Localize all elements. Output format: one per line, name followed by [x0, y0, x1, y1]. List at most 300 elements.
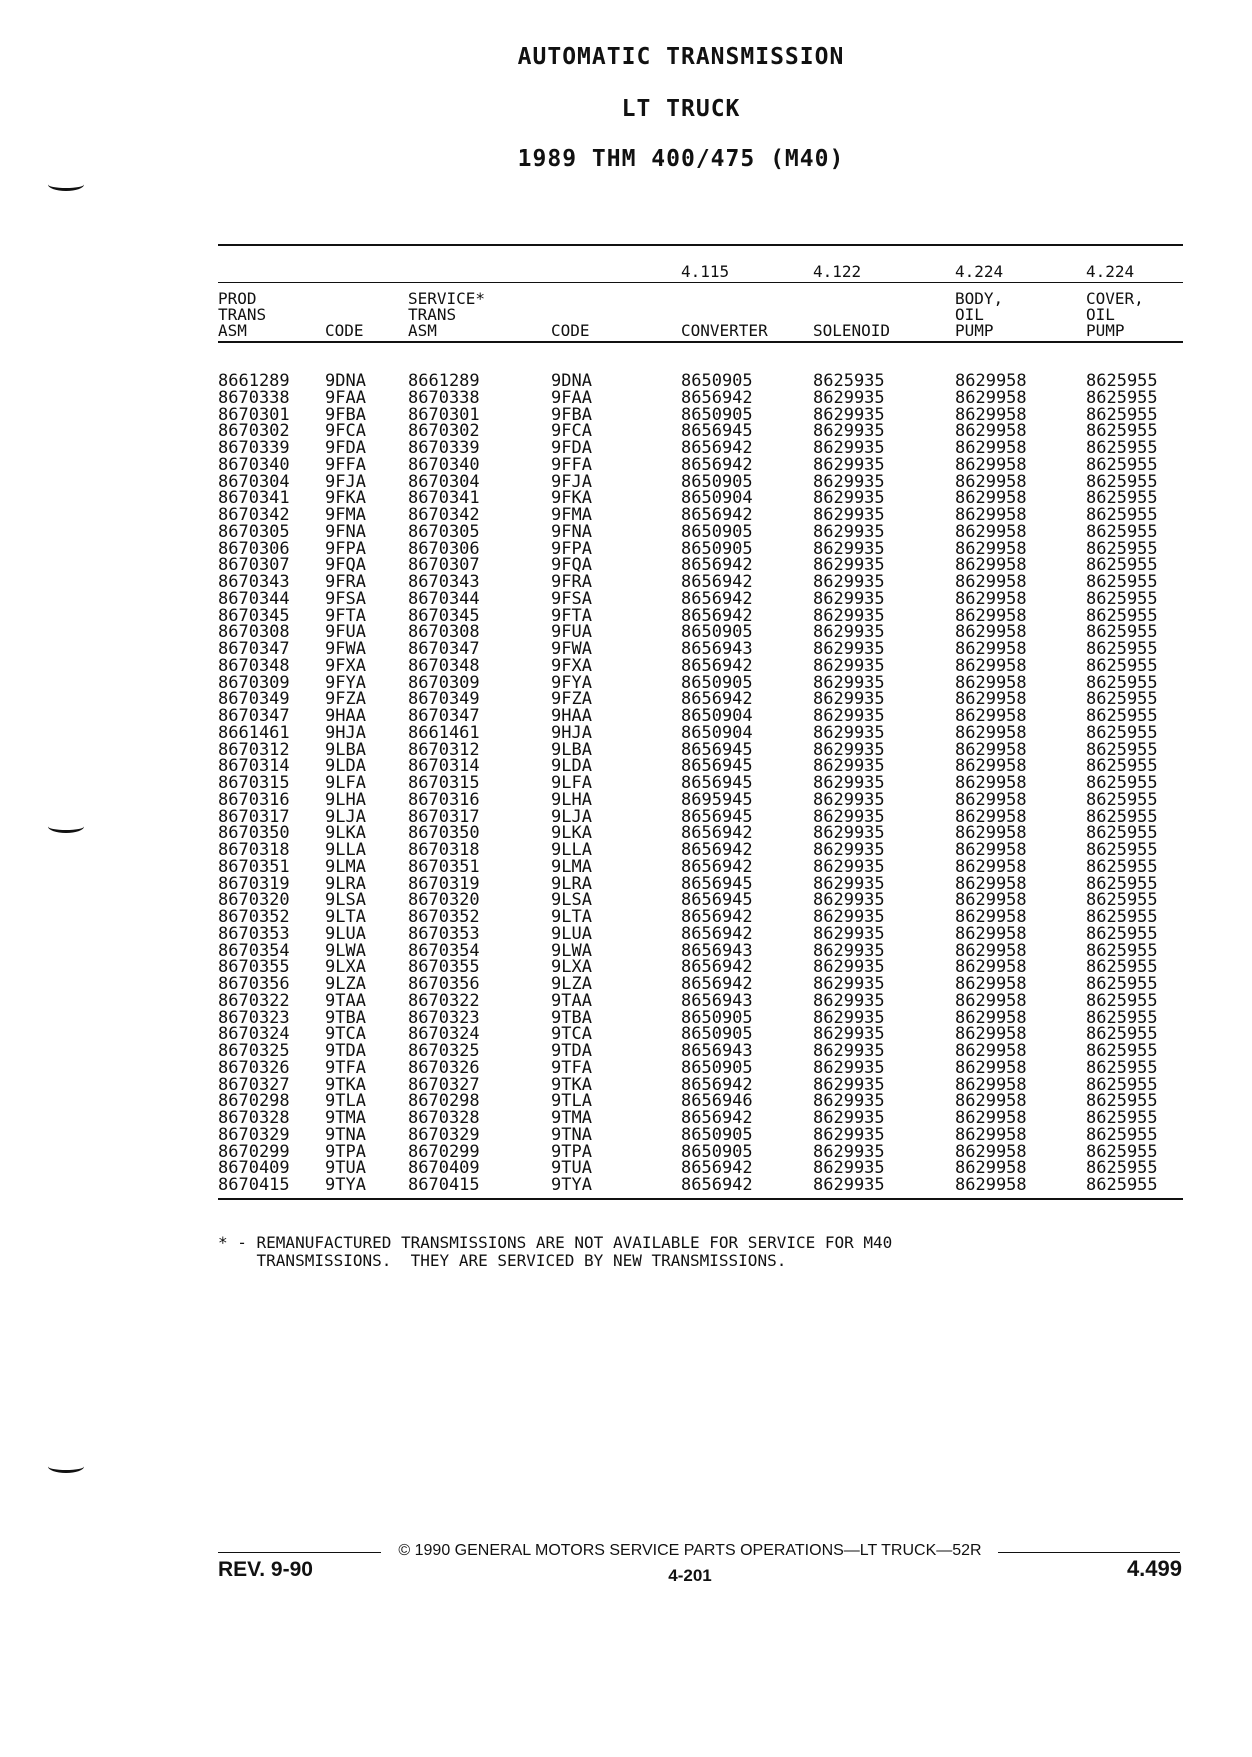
cell-cover-oil-pump: 8625955	[1086, 856, 1158, 877]
cell-service-code: 9LFA	[551, 773, 592, 793]
cell-converter: 8650905	[681, 1124, 753, 1145]
cell-service-code: 9FWA	[551, 639, 592, 659]
binder-hole-mark	[48, 820, 84, 833]
cell-code: 9LRA	[325, 873, 366, 894]
cell-prod-trans-asm: 8670345	[218, 605, 290, 626]
table-row	[218, 387, 1183, 408]
column-header-body-oil-pump: BODY, OIL PUMP	[955, 289, 1004, 340]
cell-prod-trans-asm: 8670324	[218, 1024, 290, 1045]
cell-prod-trans-asm: 8670343	[218, 572, 290, 592]
cell-body-oil-pump: 8629958	[955, 605, 1027, 626]
cell-solenoid: 8629935	[813, 1091, 885, 1112]
cell-prod-trans-asm: 8670325	[218, 1041, 290, 1061]
cell-converter: 8656942	[681, 572, 753, 592]
cell-prod-trans-asm: 8670309	[218, 672, 290, 693]
cell-body-oil-pump: 8629958	[955, 806, 1027, 827]
cell-service-code: 9FNA	[551, 521, 592, 542]
cell-converter: 8656945	[681, 421, 753, 442]
cell-solenoid: 8629935	[813, 990, 885, 1011]
cell-cover-oil-pump: 8625955	[1086, 1108, 1158, 1128]
section-number-row	[218, 246, 1183, 282]
cell-cover-oil-pump: 8625955	[1086, 454, 1158, 475]
cell-body-oil-pump: 8629958	[955, 1057, 1027, 1078]
cell-cover-oil-pump: 8625955	[1086, 1175, 1158, 1195]
table-row	[218, 789, 1183, 810]
cell-service-code: 9LXA	[551, 957, 592, 978]
cell-prod-trans-asm: 8670316	[218, 789, 290, 810]
cell-body-oil-pump: 8629958	[955, 773, 1027, 793]
cell-converter: 8695945	[681, 789, 753, 810]
cell-converter: 8650905	[681, 471, 753, 492]
cell-solenoid: 8629935	[813, 1007, 885, 1028]
section-number: 4.122	[813, 262, 862, 281]
cell-code: 9LDA	[325, 756, 366, 777]
cell-service-trans-asm: 8670328	[408, 1108, 480, 1128]
cell-code: 9HAA	[325, 706, 366, 726]
revision-label: REV. 9-90	[218, 1558, 313, 1581]
cell-solenoid: 8629935	[813, 488, 885, 509]
cell-body-oil-pump: 8629958	[955, 454, 1027, 475]
cell-service-trans-asm: 8670314	[408, 756, 480, 777]
cell-service-code: 9FJA	[551, 471, 592, 492]
cell-solenoid: 8629935	[813, 505, 885, 525]
cell-service-code: 9FPA	[551, 538, 592, 559]
cell-cover-oil-pump: 8625955	[1086, 706, 1158, 726]
cell-solenoid: 8629935	[813, 387, 885, 408]
cell-prod-trans-asm: 8670344	[218, 588, 290, 609]
cell-service-trans-asm: 8670327	[408, 1074, 480, 1095]
cell-service-trans-asm: 8670306	[408, 538, 480, 559]
table-row	[218, 1124, 1183, 1145]
cell-converter: 8656942	[681, 1108, 753, 1128]
cell-body-oil-pump: 8629958	[955, 722, 1027, 743]
cell-converter: 8656946	[681, 1091, 753, 1112]
cell-code: 9FNA	[325, 521, 366, 542]
cell-solenoid: 8629935	[813, 1175, 885, 1195]
cell-code: 9FAA	[325, 387, 366, 408]
cell-cover-oil-pump: 8625955	[1086, 940, 1158, 961]
cell-service-code: 9DNA	[551, 371, 592, 391]
cell-code: 9FDA	[325, 438, 366, 458]
cell-cover-oil-pump: 8625955	[1086, 1141, 1158, 1162]
cell-code: 9FPA	[325, 538, 366, 559]
cell-service-code: 9FCA	[551, 421, 592, 442]
cell-body-oil-pump: 8629958	[955, 438, 1027, 458]
cell-prod-trans-asm: 8670352	[218, 907, 290, 927]
cell-body-oil-pump: 8629958	[955, 488, 1027, 509]
cell-converter: 8656942	[681, 655, 753, 676]
cell-prod-trans-asm: 8670327	[218, 1074, 290, 1095]
footer-rule-right	[998, 1552, 1180, 1553]
cell-code: 9TCA	[325, 1024, 366, 1045]
cell-service-code: 9LWA	[551, 940, 592, 961]
cell-prod-trans-asm: 8670338	[218, 387, 290, 408]
cell-body-oil-pump: 8629958	[955, 672, 1027, 693]
footer-rule-left	[218, 1552, 381, 1553]
cell-body-oil-pump: 8629958	[955, 371, 1027, 391]
cell-converter: 8656942	[681, 957, 753, 978]
cell-cover-oil-pump: 8625955	[1086, 622, 1158, 643]
column-header-converter: CONVERTER	[681, 321, 768, 340]
cell-converter: 8650905	[681, 404, 753, 425]
cell-body-oil-pump: 8629958	[955, 1091, 1027, 1112]
cell-service-code: 9LKA	[551, 823, 592, 844]
column-header-cover-oil-pump: COVER, OIL PUMP	[1086, 289, 1144, 340]
cell-code: 9TMA	[325, 1108, 366, 1128]
cell-prod-trans-asm: 8670308	[218, 622, 290, 643]
cell-converter: 8656942	[681, 505, 753, 525]
cell-code: 9HJA	[325, 722, 366, 743]
cell-code: 9LXA	[325, 957, 366, 978]
cell-solenoid: 8629935	[813, 756, 885, 777]
cell-service-trans-asm: 8670308	[408, 622, 480, 643]
cell-service-trans-asm: 8670340	[408, 454, 480, 475]
cell-code: 9FQA	[325, 555, 366, 576]
footnote: * - REMANUFACTURED TRANSMISSIONS ARE NOT AVAILABLE FOR SERVICE FOR M40 TRANSMISSIONS. THEY ARE SERVICED BY NEW TRANSMISSIONS.	[218, 1233, 893, 1270]
cell-body-oil-pump: 8629958	[955, 505, 1027, 525]
cell-cover-oil-pump: 8625955	[1086, 957, 1158, 978]
cell-prod-trans-asm: 8670323	[218, 1007, 290, 1028]
parts-table	[218, 244, 1183, 1200]
cell-service-code: 9LZA	[551, 974, 592, 994]
cell-solenoid: 8629935	[813, 806, 885, 827]
cell-solenoid: 8629935	[813, 907, 885, 927]
cell-code: 9LSA	[325, 890, 366, 911]
cell-body-oil-pump: 8629958	[955, 1175, 1027, 1195]
cell-body-oil-pump: 8629958	[955, 739, 1027, 760]
cell-body-oil-pump: 8629958	[955, 588, 1027, 609]
cell-solenoid: 8629935	[813, 655, 885, 676]
cell-solenoid: 8629935	[813, 873, 885, 894]
cell-body-oil-pump: 8629958	[955, 1074, 1027, 1095]
cell-service-trans-asm: 8661289	[408, 371, 480, 391]
cell-cover-oil-pump: 8625955	[1086, 974, 1158, 994]
cell-service-code: 9FUA	[551, 622, 592, 643]
cell-solenoid: 8629935	[813, 471, 885, 492]
cell-service-trans-asm: 8670322	[408, 990, 480, 1011]
cell-service-trans-asm: 8670343	[408, 572, 480, 592]
cell-code: 9FBA	[325, 404, 366, 425]
cell-service-trans-asm: 8670347	[408, 706, 480, 726]
cell-solenoid: 8629935	[813, 1141, 885, 1162]
cell-service-trans-asm: 8661461	[408, 722, 480, 743]
cell-cover-oil-pump: 8625955	[1086, 1057, 1158, 1078]
cell-service-trans-asm: 8670348	[408, 655, 480, 676]
cell-prod-trans-asm: 8670409	[218, 1158, 290, 1179]
cell-body-oil-pump: 8629958	[955, 555, 1027, 576]
cell-code: 9TYA	[325, 1175, 366, 1195]
cell-body-oil-pump: 8629958	[955, 940, 1027, 961]
cell-service-trans-asm: 8670344	[408, 588, 480, 609]
cell-converter: 8656942	[681, 605, 753, 626]
cell-solenoid: 8629935	[813, 923, 885, 944]
cell-body-oil-pump: 8629958	[955, 521, 1027, 542]
cell-service-trans-asm: 8670319	[408, 873, 480, 894]
cell-body-oil-pump: 8629958	[955, 421, 1027, 442]
cell-service-trans-asm: 8670317	[408, 806, 480, 827]
cell-code: 9FXA	[325, 655, 366, 676]
cell-body-oil-pump: 8629958	[955, 538, 1027, 559]
cell-solenoid: 8629935	[813, 1041, 885, 1061]
cell-service-code: 9TMA	[551, 1108, 592, 1128]
cell-service-trans-asm: 8670355	[408, 957, 480, 978]
cell-code: 9FZA	[325, 689, 366, 710]
cell-service-trans-asm: 8670305	[408, 521, 480, 542]
cell-prod-trans-asm: 8670305	[218, 521, 290, 542]
cell-prod-trans-asm: 8661461	[218, 722, 290, 743]
cell-cover-oil-pump: 8625955	[1086, 823, 1158, 844]
cell-code: 9TKA	[325, 1074, 366, 1095]
cell-service-code: 9FTA	[551, 605, 592, 626]
cell-cover-oil-pump: 8625955	[1086, 438, 1158, 458]
cell-service-trans-asm: 8670304	[408, 471, 480, 492]
cell-service-trans-asm: 8670325	[408, 1041, 480, 1061]
cell-service-code: 9LSA	[551, 890, 592, 911]
cell-converter: 8650905	[681, 1057, 753, 1078]
table-row	[218, 521, 1183, 542]
cell-body-oil-pump: 8629958	[955, 622, 1027, 643]
cell-service-trans-asm: 8670299	[408, 1141, 480, 1162]
cell-converter: 8656942	[681, 1158, 753, 1179]
cell-service-trans-asm: 8670324	[408, 1024, 480, 1045]
cell-solenoid: 8629935	[813, 1124, 885, 1145]
cell-solenoid: 8629935	[813, 739, 885, 760]
cell-body-oil-pump: 8629958	[955, 1007, 1027, 1028]
cell-body-oil-pump: 8629958	[955, 957, 1027, 978]
cell-body-oil-pump: 8629958	[955, 1158, 1027, 1179]
cell-service-trans-asm: 8670415	[408, 1175, 480, 1195]
cell-service-code: 9FSA	[551, 588, 592, 609]
cell-cover-oil-pump: 8625955	[1086, 1024, 1158, 1045]
cell-code: 9FJA	[325, 471, 366, 492]
cell-service-trans-asm: 8670354	[408, 940, 480, 961]
cell-cover-oil-pump: 8625955	[1086, 655, 1158, 676]
cell-solenoid: 8629935	[813, 1074, 885, 1095]
cell-service-code: 9LDA	[551, 756, 592, 777]
cell-service-code: 9TPA	[551, 1141, 592, 1162]
cell-body-oil-pump: 8629958	[955, 572, 1027, 592]
cell-code: 9LUA	[325, 923, 366, 944]
cell-service-code: 9TUA	[551, 1158, 592, 1179]
cell-solenoid: 8629935	[813, 538, 885, 559]
cell-code: 9FYA	[325, 672, 366, 693]
cell-service-trans-asm: 8670347	[408, 639, 480, 659]
cell-prod-trans-asm: 8670356	[218, 974, 290, 994]
cell-converter: 8656942	[681, 840, 753, 860]
cell-solenoid: 8629935	[813, 572, 885, 592]
cell-converter: 8656942	[681, 1175, 753, 1195]
cell-service-trans-asm: 8670318	[408, 840, 480, 860]
cell-cover-oil-pump: 8625955	[1086, 1158, 1158, 1179]
cell-service-trans-asm: 8670315	[408, 773, 480, 793]
cell-cover-oil-pump: 8625955	[1086, 923, 1158, 944]
cell-service-trans-asm: 8670339	[408, 438, 480, 458]
table-row	[218, 454, 1183, 475]
cell-service-code: 9FMA	[551, 505, 592, 525]
section-number: 4.115	[681, 262, 730, 281]
cell-cover-oil-pump: 8625955	[1086, 404, 1158, 425]
cell-solenoid: 8629935	[813, 639, 885, 659]
cell-service-code: 9FFA	[551, 454, 592, 475]
cell-code: 9LWA	[325, 940, 366, 961]
cell-converter: 8656942	[681, 856, 753, 877]
cell-code: 9LMA	[325, 856, 366, 877]
cell-code: 9LTA	[325, 907, 366, 927]
cell-service-trans-asm: 8670298	[408, 1091, 480, 1112]
cell-solenoid: 8629935	[813, 421, 885, 442]
column-header-service-code: CODE	[551, 321, 590, 340]
cell-body-oil-pump: 8629958	[955, 840, 1027, 860]
cell-converter: 8656945	[681, 739, 753, 760]
cell-service-code: 9TNA	[551, 1124, 592, 1145]
page-id: 4-201	[668, 1566, 712, 1585]
cell-service-trans-asm: 8670312	[408, 739, 480, 760]
cell-converter: 8656943	[681, 990, 753, 1011]
cell-service-code: 9TBA	[551, 1007, 592, 1028]
cell-cover-oil-pump: 8625955	[1086, 1091, 1158, 1112]
cell-solenoid: 8629935	[813, 689, 885, 710]
cell-converter: 8650905	[681, 672, 753, 693]
cell-prod-trans-asm: 8670298	[218, 1091, 290, 1112]
cell-service-trans-asm: 8670356	[408, 974, 480, 994]
cell-service-trans-asm: 8670352	[408, 907, 480, 927]
cell-converter: 8650904	[681, 488, 753, 509]
cell-converter: 8650905	[681, 1024, 753, 1045]
cell-service-trans-asm: 8670338	[408, 387, 480, 408]
cell-service-code: 9LJA	[551, 806, 592, 827]
section-number: 4.224	[1086, 262, 1135, 281]
table-bottom-rule	[218, 1198, 1183, 1200]
cell-prod-trans-asm: 8670307	[218, 555, 290, 576]
cell-converter: 8656942	[681, 923, 753, 944]
cell-prod-trans-asm: 8670350	[218, 823, 290, 844]
cell-service-trans-asm: 8670307	[408, 555, 480, 576]
cell-converter: 8656942	[681, 1074, 753, 1095]
column-header-code: CODE	[325, 321, 364, 340]
cell-code: 9FKA	[325, 488, 366, 509]
cell-body-oil-pump: 8629958	[955, 823, 1027, 844]
cell-converter: 8656945	[681, 806, 753, 827]
cell-prod-trans-asm: 8670301	[218, 404, 290, 425]
cell-body-oil-pump: 8629958	[955, 639, 1027, 659]
cell-service-trans-asm: 8670409	[408, 1158, 480, 1179]
cell-service-code: 9LTA	[551, 907, 592, 927]
cell-code: 9LKA	[325, 823, 366, 844]
cell-solenoid: 8629935	[813, 722, 885, 743]
page-title: AUTOMATIC TRANSMISSION	[517, 44, 845, 70]
cell-body-oil-pump: 8629958	[955, 689, 1027, 710]
cell-cover-oil-pump: 8625955	[1086, 890, 1158, 911]
cell-solenoid: 8629935	[813, 856, 885, 877]
cell-converter: 8650905	[681, 1141, 753, 1162]
cell-converter: 8656942	[681, 823, 753, 844]
cell-solenoid: 8629935	[813, 404, 885, 425]
cell-converter: 8650905	[681, 1007, 753, 1028]
cell-service-trans-asm: 8670309	[408, 672, 480, 693]
cell-code: 9TDA	[325, 1041, 366, 1061]
cell-code: 9FUA	[325, 622, 366, 643]
cell-body-oil-pump: 8629958	[955, 1141, 1027, 1162]
cell-prod-trans-asm: 8670306	[218, 538, 290, 559]
cell-service-trans-asm: 8670351	[408, 856, 480, 877]
cell-prod-trans-asm: 8661289	[218, 371, 290, 391]
cell-code: 9TLA	[325, 1091, 366, 1112]
cell-converter: 8650905	[681, 622, 753, 643]
cell-solenoid: 8629935	[813, 622, 885, 643]
page-subtitle: LT TRUCK	[621, 96, 741, 122]
cell-service-code: 9TDA	[551, 1041, 592, 1061]
cell-prod-trans-asm: 8670415	[218, 1175, 290, 1195]
cell-prod-trans-asm: 8670317	[218, 806, 290, 827]
cell-converter: 8656942	[681, 454, 753, 475]
cell-cover-oil-pump: 8625955	[1086, 907, 1158, 927]
cell-cover-oil-pump: 8625955	[1086, 739, 1158, 760]
cell-service-code: 9TFA	[551, 1057, 592, 1078]
cell-converter: 8656943	[681, 940, 753, 961]
cell-cover-oil-pump: 8625955	[1086, 840, 1158, 860]
cell-code: 9FTA	[325, 605, 366, 626]
cell-prod-trans-asm: 8670302	[218, 421, 290, 442]
cell-converter: 8650904	[681, 722, 753, 743]
cell-prod-trans-asm: 8670318	[218, 840, 290, 860]
page-number: 4.499	[1126, 1556, 1182, 1581]
cell-converter: 8656945	[681, 890, 753, 911]
cell-body-oil-pump: 8629958	[955, 1108, 1027, 1128]
cell-cover-oil-pump: 8625955	[1086, 1041, 1158, 1061]
cell-converter: 8656942	[681, 555, 753, 576]
cell-cover-oil-pump: 8625955	[1086, 722, 1158, 743]
cell-cover-oil-pump: 8625955	[1086, 773, 1158, 793]
cell-cover-oil-pump: 8625955	[1086, 555, 1158, 576]
cell-service-code: 9FBA	[551, 404, 592, 425]
cell-solenoid: 8629935	[813, 1024, 885, 1045]
cell-service-code: 9HJA	[551, 722, 592, 743]
binder-hole-mark	[48, 1460, 84, 1473]
table-row	[218, 655, 1183, 676]
cell-cover-oil-pump: 8625955	[1086, 488, 1158, 509]
cell-service-code: 9FQA	[551, 555, 592, 576]
cell-prod-trans-asm: 8670329	[218, 1124, 290, 1145]
cell-body-oil-pump: 8629958	[955, 873, 1027, 894]
cell-solenoid: 8629935	[813, 823, 885, 844]
model-heading: 1989 THM 400/475 (M40)	[517, 146, 845, 172]
cell-service-code: 9LRA	[551, 873, 592, 894]
cell-converter: 8650904	[681, 706, 753, 726]
cell-prod-trans-asm: 8670322	[218, 990, 290, 1011]
cell-service-trans-asm: 8670353	[408, 923, 480, 944]
cell-service-code: 9FZA	[551, 689, 592, 710]
cell-converter: 8650905	[681, 371, 753, 391]
cell-converter: 8656942	[681, 438, 753, 458]
cell-solenoid: 8629935	[813, 1108, 885, 1128]
cell-solenoid: 8629935	[813, 1057, 885, 1078]
cell-body-oil-pump: 8629958	[955, 907, 1027, 927]
cell-service-code: 9FYA	[551, 672, 592, 693]
cell-code: 9LFA	[325, 773, 366, 793]
cell-cover-oil-pump: 8625955	[1086, 588, 1158, 609]
cell-body-oil-pump: 8629958	[955, 655, 1027, 676]
cell-service-trans-asm: 8670342	[408, 505, 480, 525]
cell-body-oil-pump: 8629958	[955, 471, 1027, 492]
cell-prod-trans-asm: 8670312	[218, 739, 290, 760]
cell-prod-trans-asm: 8670351	[218, 856, 290, 877]
cell-service-code: 9LHA	[551, 789, 592, 810]
cell-cover-oil-pump: 8625955	[1086, 421, 1158, 442]
cell-service-trans-asm: 8670349	[408, 689, 480, 710]
cell-service-code: 9FRA	[551, 572, 592, 592]
cell-prod-trans-asm: 8670328	[218, 1108, 290, 1128]
cell-prod-trans-asm: 8670319	[218, 873, 290, 894]
